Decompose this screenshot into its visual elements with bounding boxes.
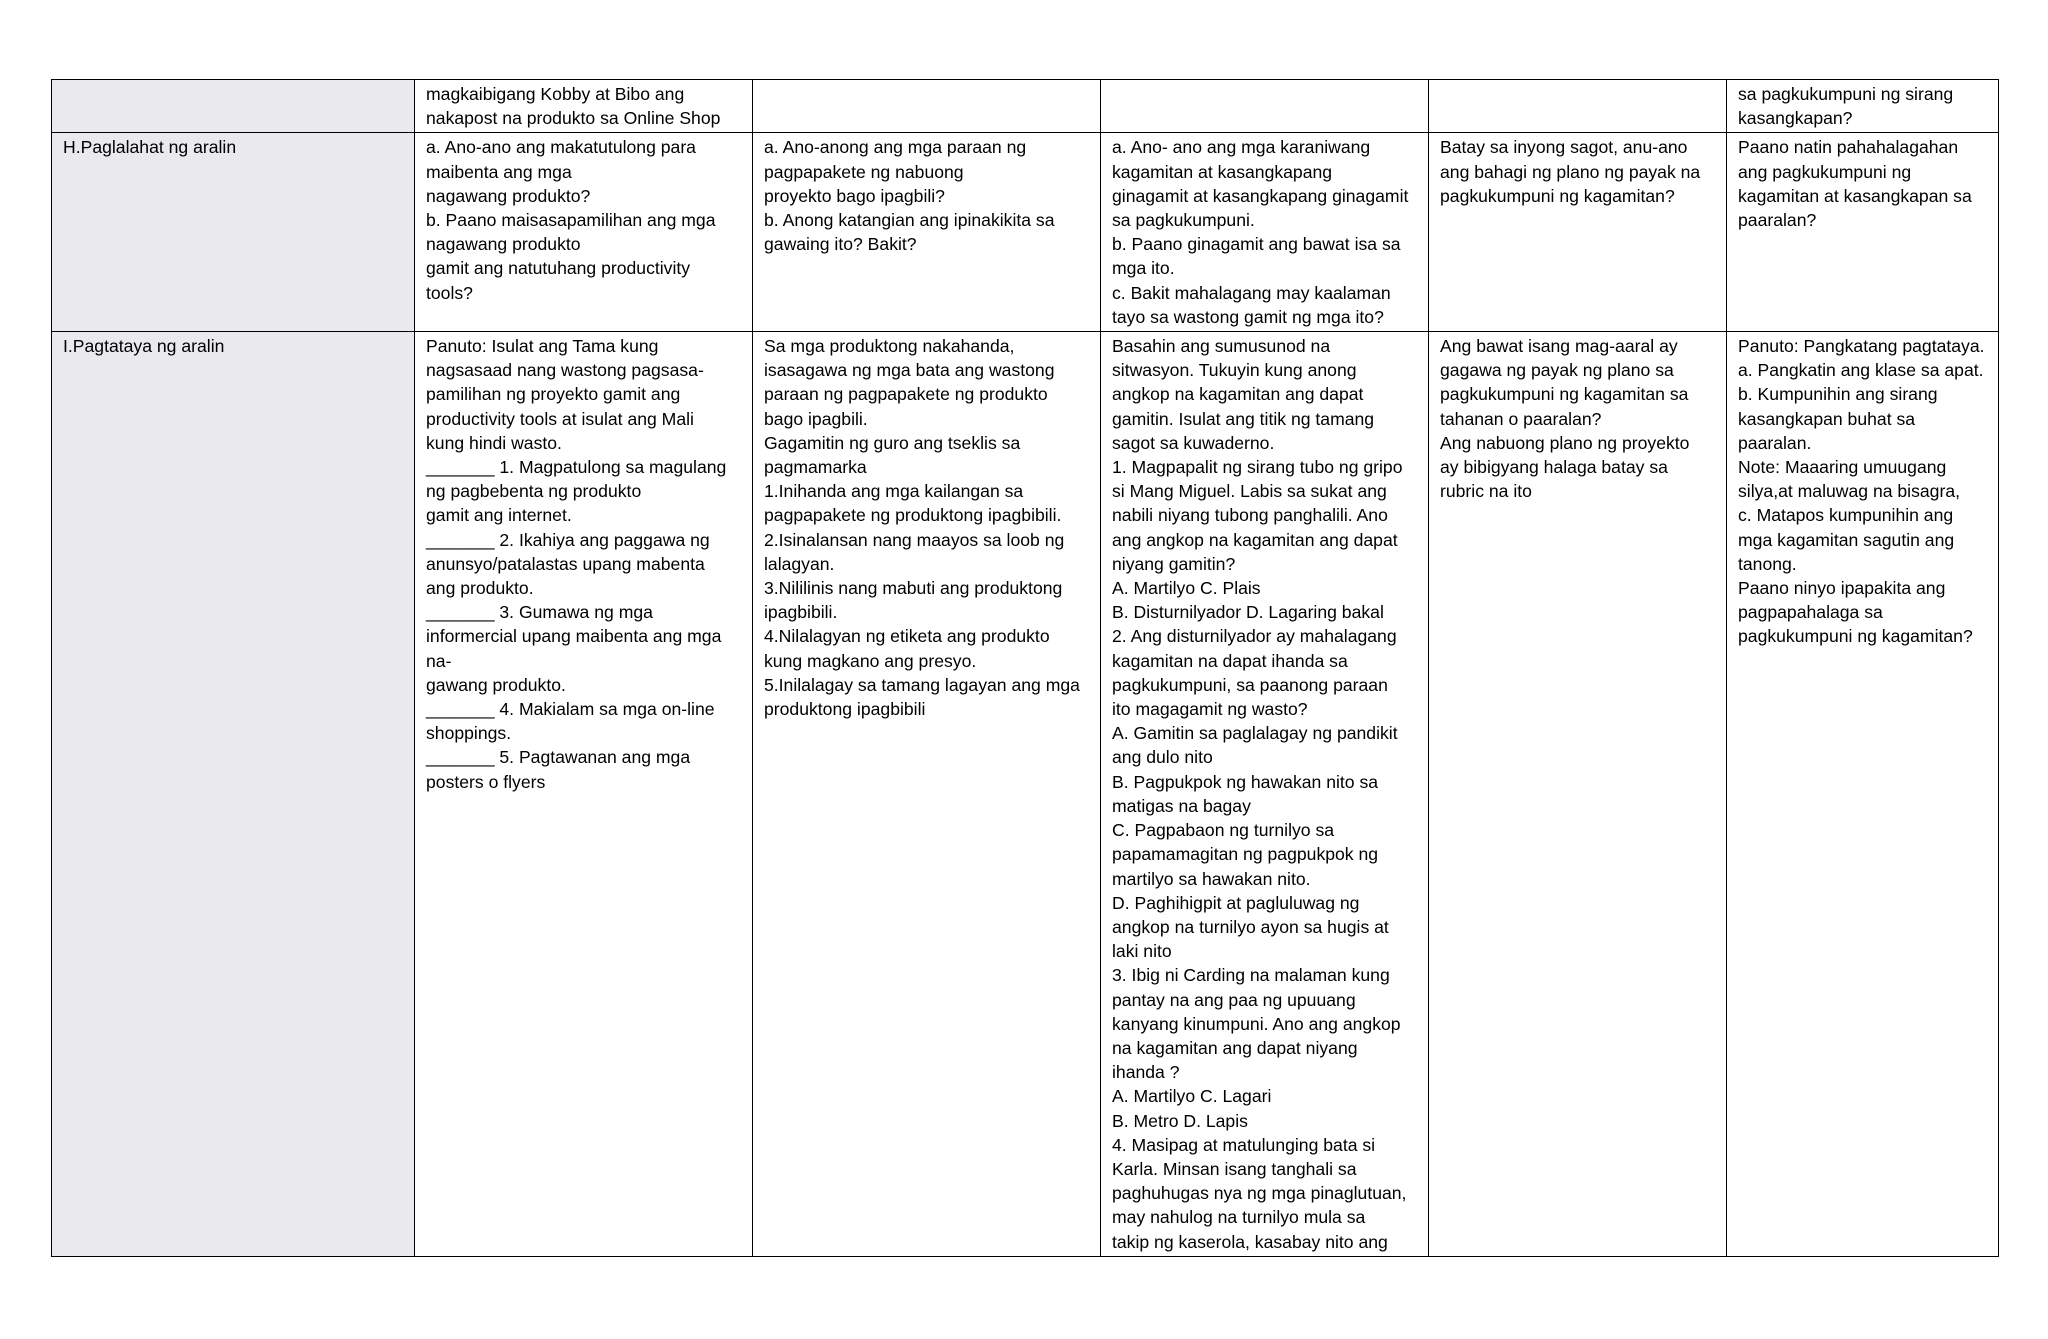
cell-text-line: takip ng kaserola, kasabay nito ang [1112,1231,1388,1252]
cell-text-line: paghuhugas nya ng mga pinaglutuan, [1112,1183,1407,1204]
cell-text-line: ihanda ? [1112,1062,1180,1083]
cell-text-line: _______ 1. Magpatulong sa magulang [426,457,727,478]
table-cell [415,332,753,1257]
cell-text-line: angkop na kagamitan ang dapat [1112,384,1364,405]
cell-text-line: na- [426,650,452,671]
cell-text-line: 2. Ang disturnilyador ay mahalagang [1112,626,1397,647]
cell-text-line: si Mang Miguel. Labis sa sukat ang [1112,481,1387,502]
cell-text-line: gawang produkto. [426,674,566,695]
table-cell [1101,133,1429,332]
cell-text-line: sa pagkukumpuni. [1112,210,1255,231]
cell-text-line: sagot sa kuwaderno. [1112,432,1275,453]
cell-text-line: sa pagkukumpuni ng sirang [1738,84,1954,104]
cell-text-line: A. Martilyo C. Lagari [1112,1086,1272,1107]
cell-text-line: rubric na ito [1440,481,1532,502]
cell-text-line: _______ 2. Ikahiya ang paggawa ng [426,529,710,550]
cell-text-line: gamitin. Isulat ang titik ng tamang [1112,408,1375,429]
cell-text-line: ang bahagi ng plano ng payak na [1440,161,1701,182]
lesson-plan-body [52,80,1999,1257]
table-cell [415,133,753,332]
cell-text-line: pagkukumpuni ng kagamitan sa [1440,384,1689,405]
cell-text-line: niyang gamitin? [1112,553,1236,574]
cell-text-line: Gagamitin ng guro ang tseklis sa [764,432,1021,453]
cell-text-line: Basahin ang sumusunod na [1112,336,1331,357]
cell-text-line: ang pagkukumpuni ng [1738,161,1912,182]
cell-text-line: b. Kumpunihin ang sirang [1738,384,1938,405]
cell-text-line: magkaibigang Kobby at Bibo ang [426,84,685,104]
cell-text-line: kagamitan at kasangkapang [1112,161,1333,182]
cell-text-line: may nahulog na turnilyo mula sa [1112,1207,1366,1228]
cell-text-line: 1.Inihanda ang mga kailangan sa [764,481,1024,502]
cell-text-line: Panuto: Isulat ang Tama kung [426,336,659,357]
cell-text-line: gamit ang natutuhang productivity [426,258,691,279]
cell-text-line: angkop na turnilyo ayon sa hugis at [1112,916,1389,937]
cell-text-line: kagamitan at kasangkapan sa [1738,185,1972,206]
cell-text-line: nagawang produkto [426,234,581,255]
table-cell [1727,133,1999,332]
table-row [52,80,1999,133]
cell-text-line: 2.Isinalansan nang maayos sa loob ng [764,529,1065,550]
cell-text-line: pagmamarka [764,457,867,478]
cell-text-line: kung magkano ang presyo. [764,650,977,671]
cell-text-line: _______ 4. Makialam sa mga on-line [426,699,715,720]
cell-text-line: tayo sa wastong gamit ng mga ito? [1112,306,1384,327]
cell-text-line: B. Disturnilyador D. Lagaring bakal [1112,602,1384,623]
cell-text-line: paaralan. [1738,432,1812,453]
table-cell [1727,332,1999,1257]
cell-text-line: c. Bakit mahalagang may kaalaman [1112,282,1391,303]
cell-text-line: mga kagamitan sagutin ang [1738,529,1955,550]
table-cell [753,133,1101,332]
cell-text-line: gamit ang internet. [426,505,572,526]
row-label: H.Paglalahat ng aralin [63,137,237,158]
cell-text-line: ginagamit at kasangkapang ginagamit [1112,185,1409,206]
table-cell [1101,80,1429,133]
cell-text-line: pamilihan ng proyekto gamit ang [426,384,681,405]
cell-text-line: mga ito. [1112,258,1175,279]
cell-text-line: pantay na ang paa ng upuuang [1112,989,1356,1010]
cell-text-line: Ang nabuong plano ng proyekto [1440,432,1690,453]
cell-text-line: D. Paghihigpit at pagluluwag ng [1112,892,1360,913]
cell-text-line: Ang bawat isang mag-aaral ay [1440,336,1678,357]
lesson-plan-table [51,79,1999,1257]
cell-text-line: lalagyan. [764,553,835,574]
cell-text-line: A. Gamitin sa paglalagay ng pandikit [1112,723,1398,744]
row-label-cell [52,133,415,332]
cell-text-line: martilyo sa hawakan nito. [1112,868,1311,889]
cell-text-line: Note: Maaaring umuugang [1738,457,1947,478]
cell-text-line: tanong. [1738,553,1797,574]
cell-text-line: pagkukumpuni, sa paanong paraan [1112,674,1388,695]
cell-text-line: kasangkapan buhat sa [1738,408,1916,429]
cell-text-line: kanyang kinumpuni. Ano ang angkop [1112,1013,1401,1034]
cell-text-line: kagamitan na dapat ihanda sa [1112,650,1348,671]
table-cell [1101,332,1429,1257]
cell-text-line: 4.Nilalagyan ng etiketa ang produkto [764,626,1050,647]
cell-text-line: _______ 5. Pagtawanan ang mga [426,747,691,768]
cell-text-line: pagpapahalaga sa [1738,602,1883,623]
cell-text-line: Panuto: Pangkatang pagtataya. [1738,336,1985,357]
cell-text-line: Paano natin pahahalagahan [1738,137,1959,158]
cell-text-line: anunsyo/patalastas upang mabenta [426,553,705,574]
cell-text-line: Karla. Minsan isang tanghali sa [1112,1158,1357,1179]
cell-text-line: C. Pagpabaon ng turnilyo sa [1112,820,1335,841]
cell-text-line: ng pagbebenta ng produkto [426,481,642,502]
cell-text-line: kung hindi wasto. [426,432,562,453]
cell-text-line: matigas na bagay [1112,795,1251,816]
table-cell [753,80,1101,133]
cell-text-line: a. Ano- ano ang mga karaniwang [1112,137,1371,158]
cell-text-line: 1. Magpapalit ng sirang tubo ng gripo [1112,457,1403,478]
row-label-cell [52,80,415,133]
cell-text-line: informercial upang maibenta ang mga [426,626,722,647]
table-cell [1429,80,1727,133]
cell-text-line: A. Martilyo C. Plais [1112,578,1261,599]
table-cell [1429,133,1727,332]
cell-text-line: 4. Masipag at matulunging bata si [1112,1134,1376,1155]
cell-text-line: ipagbibili. [764,602,838,623]
cell-text-line: paaralan? [1738,210,1817,231]
cell-text-line: shoppings. [426,723,512,744]
cell-text-line: paraan ng pagpapakete ng produkto [764,384,1048,405]
cell-text-line: b. Anong katangian ang ipinakikita sa [764,210,1055,231]
table-cell [1429,332,1727,1257]
cell-text-line: pagkukumpuni ng kagamitan? [1440,185,1675,206]
table-cell [753,332,1101,1257]
cell-text-line: ito magagamit ng wasto? [1112,699,1308,720]
cell-text-line: gagawa ng payak ng plano sa [1440,360,1674,381]
cell-text-line: 5.Inilalagay sa tamang lagayan ang mga [764,674,1080,695]
cell-text-line: B. Metro D. Lapis [1112,1110,1248,1131]
cell-text-line: maibenta ang mga [426,161,572,182]
cell-text-line: 3.Nililinis nang mabuti ang produktong [764,578,1063,599]
cell-text-line: na kagamitan ang dapat niyang [1112,1037,1358,1058]
cell-text-line: ay bibigyang halaga batay sa [1440,457,1668,478]
cell-text-line: ang produkto. [426,578,534,599]
cell-text-line: isasagawa ng mga bata ang wastong [764,360,1055,381]
cell-text-line: nagawang produkto? [426,185,591,206]
cell-text-line: 3. Ibig ni Carding na malaman kung [1112,965,1390,986]
cell-text-line: posters o flyers [426,771,546,792]
cell-text-line: bago ipagbili. [764,408,868,429]
cell-text-line: pagkukumpuni ng kagamitan? [1738,626,1973,647]
cell-text-line: _______ 3. Gumawa ng mga [426,602,653,623]
row-label-cell [52,332,415,1257]
cell-text-line: silya,at maluwag na bisagra, [1738,481,1960,502]
cell-text-line: produktong ipagbibili [764,699,926,720]
cell-text-line: a. Ano-ano ang makatutulong para [426,137,696,158]
cell-text-line: nakapost na produkto sa Online Shop [426,108,721,129]
cell-text-line: laki nito [1112,941,1172,962]
table-cell [415,80,753,133]
cell-text-line: B. Pagpukpok ng hawakan nito sa [1112,771,1379,792]
cell-text-line: Batay sa inyong sagot, anu-ano [1440,137,1688,158]
cell-text-line: tools? [426,282,473,303]
cell-text-line: nabili niyang tubong panghalili. Ano [1112,505,1388,526]
table-row [52,332,1999,1257]
cell-text-line: Sa mga produktong nakahanda, [764,336,1015,357]
cell-text-line: nagsasaad nang wastong pagsasa- [426,360,704,381]
cell-text-line: c. Matapos kumpunihin ang [1738,505,1954,526]
table-cell [1727,80,1999,133]
cell-text-line: ang dulo nito [1112,747,1213,768]
cell-text-line: proyekto bago ipagbili? [764,185,945,206]
cell-text-line: gawaing ito? Bakit? [764,234,917,255]
cell-text-line: sitwasyon. Tukuyin kung anong [1112,360,1357,381]
cell-text-line: ang angkop na kagamitan ang dapat [1112,529,1398,550]
cell-text-line: Paano ninyo ipapakita ang [1738,578,1946,599]
cell-text-line: a. Ano-anong ang mga paraan ng [764,137,1027,158]
cell-text-line: pagpapakete ng produktong ipagbibili. [764,505,1062,526]
cell-text-line: tahanan o paaralan? [1440,408,1602,429]
cell-text-line: productivity tools at isulat ang Mali [426,408,694,429]
cell-text-line: kasangkapan? [1738,108,1853,129]
cell-text-line: a. Pangkatin ang klase sa apat. [1738,360,1984,381]
cell-text-line: pagpapakete ng nabuong [764,161,964,182]
row-label: I.Pagtataya ng aralin [63,336,225,357]
cell-text-line: b. Paano maisasapamilihan ang mga [426,210,716,231]
table-row [52,133,1999,332]
cell-text-line: b. Paano ginagamit ang bawat isa sa [1112,234,1401,255]
cell-text-line: papamamagitan ng pagpukpok ng [1112,844,1379,865]
